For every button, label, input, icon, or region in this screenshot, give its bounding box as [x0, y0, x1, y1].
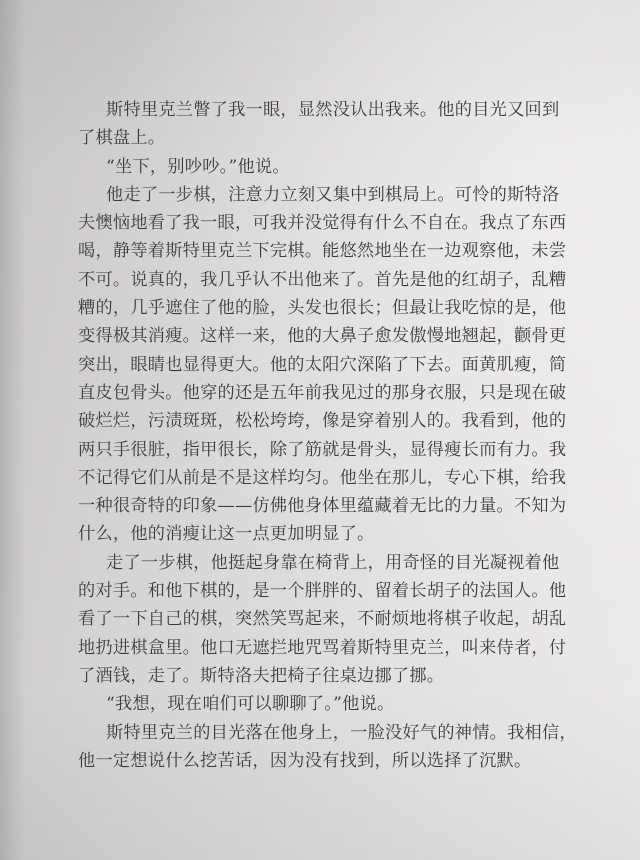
text-line: 不可。说真的，我几乎认不出他来了。首先是他的红胡子，乱糟: [78, 269, 567, 290]
book-spine-shadow: [0, 0, 26, 860]
text-line: 破烂烂，污渍斑斑，松松垮垮，像是穿着别人的。我看到，他的: [78, 411, 567, 432]
text-line: 变得极其消瘦。这样一来，他的大鼻子愈发傲慢地翘起，颧骨更: [78, 326, 567, 347]
text-line: 地扔进棋盒里。他口无遮拦地咒骂着斯特里克兰，叫来侍者，付: [78, 637, 567, 658]
text-line: 看了一下自己的棋，突然笑骂起来，不耐烦地将棋子收起，胡乱: [78, 609, 567, 630]
text-line: 两只手很脏，指甲很长，除了筋就是骨头，显得瘦长而有力。我: [78, 439, 567, 460]
text-line: 他一定想说什么挖苦话，因为没有找到，所以选择了沉默。: [78, 750, 532, 771]
text-line: 糟的，几乎遮住了他的脸，头发也很长；但最让我吃惊的是，他: [78, 298, 567, 319]
text-line: “我想，现在咱们可以聊聊了。”他说。: [106, 694, 395, 715]
text-line: 了酒钱，走了。斯特洛夫把椅子往桌边挪了挪。: [78, 665, 445, 686]
text-line: 的对手。和他下棋的，是一个胖胖的、留着长胡子的法国人。他: [78, 581, 567, 602]
text-line: “坐下，别吵吵。”他说。: [106, 156, 290, 177]
text-line: 走了一步棋，他挺起身靠在椅背上，用奇怪的目光凝视着他: [106, 552, 560, 573]
body-text: [78, 96, 598, 775]
text-line: 斯特里克兰的目光落在他身上，一脸没好气的神情。我相信，: [106, 722, 577, 743]
text-line: 夫懊恼地看了我一眼，可我并没觉得有什么不自在。我点了东西: [78, 213, 567, 234]
text-line: 斯特里克兰瞥了我一眼，显然没认出我来。他的目光又回到: [106, 100, 560, 120]
text-line: 直皮包骨头。他穿的还是五年前我见过的那身衣服，只是现在破: [78, 382, 567, 403]
text-line: 了棋盘上。: [78, 128, 166, 149]
text-line: 什么，他的消瘦让这一点更加明显了。: [78, 524, 375, 545]
text-line: 一种很奇特的印象——仿佛他身体里蕴藏着无比的力量。不知为: [78, 496, 567, 517]
text-line: 不记得它们从前是不是这样均匀。他坐在那儿，专心下棋，给我: [78, 467, 567, 488]
text-line: 他走了一步棋，注意力立刻又集中到棋局上。可怜的斯特洛: [106, 184, 560, 205]
text-line: 突出，眼睛也显得更大。他的太阳穴深陷了下去。面黄肌瘦，简: [78, 354, 567, 375]
text-line: 喝，静等着斯特里克兰下完棋。能悠然地坐在一边观察他，未尝: [78, 241, 567, 262]
